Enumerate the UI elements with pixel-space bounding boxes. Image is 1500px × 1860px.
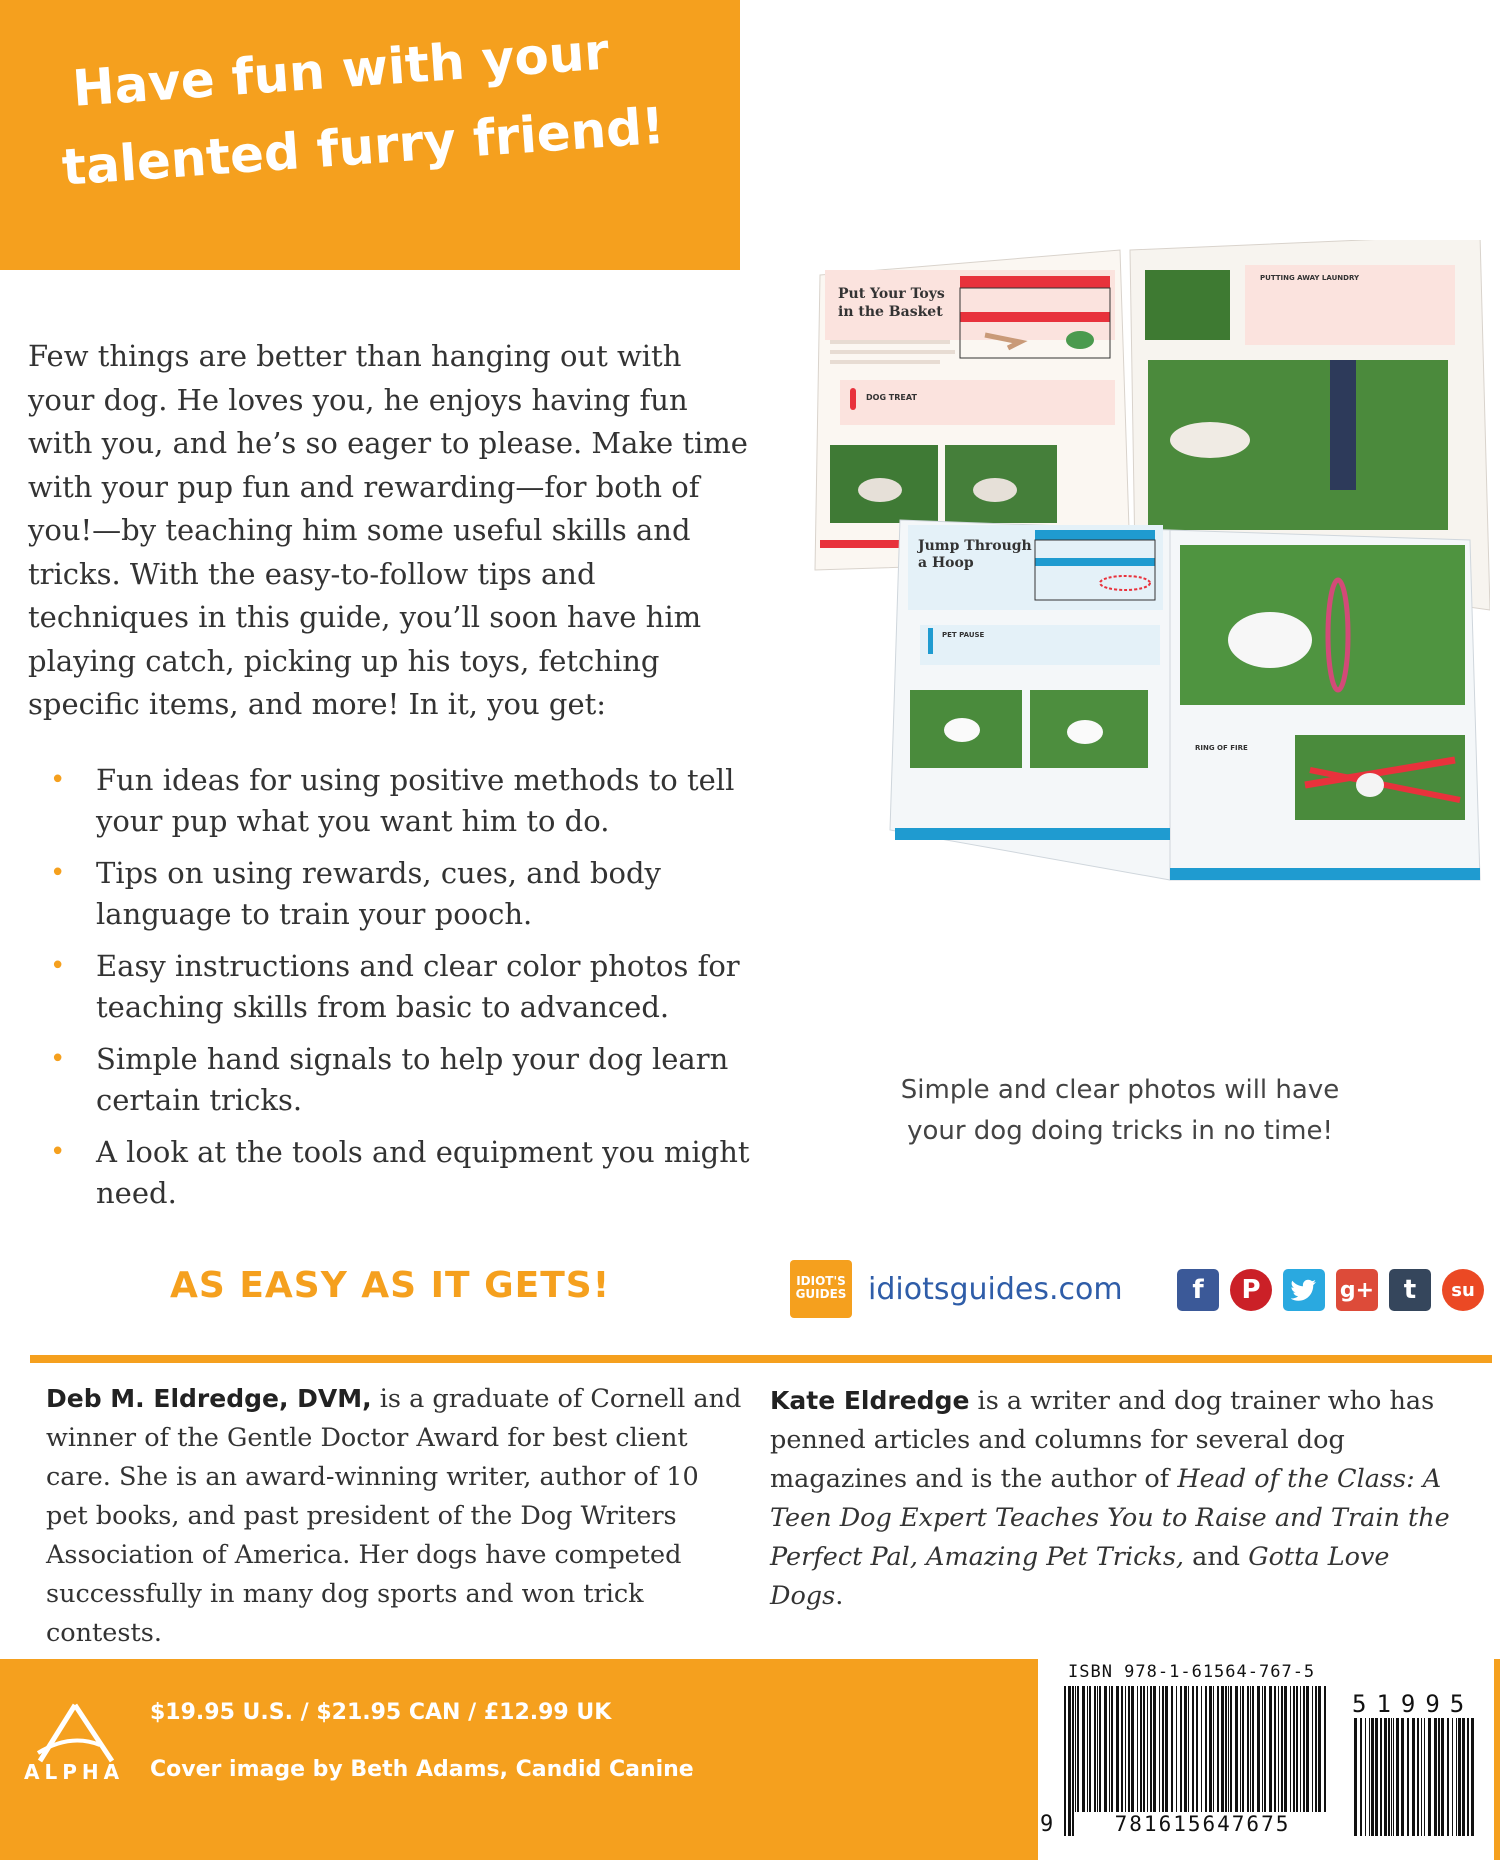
barcode-bar <box>1456 1718 1457 1836</box>
author-bio-kate-text: and <box>1184 1542 1249 1572</box>
barcode-bar <box>1447 1718 1449 1836</box>
bottom-spread <box>890 520 1480 880</box>
feature-list <box>50 760 750 1225</box>
price-line: $19.95 U.S. / $21.95 CAN / £12.99 UK <box>150 1700 612 1725</box>
barcode-bar <box>1375 1718 1378 1836</box>
headline-line-1: Have fun with your <box>70 22 611 118</box>
barcode-bar <box>1467 1718 1469 1836</box>
book-title: Amazing Pet Tricks, <box>926 1542 1185 1572</box>
barcode-bar <box>1064 1686 1066 1836</box>
top-right-tip-title: PUTTING AWAY LAUNDRY <box>1260 274 1360 282</box>
author-bio-deb-text: is a graduate of Cornell and winner of the Gentle Doctor Award for best client care. She is an award-winning writer, author of 10 pet books, and past president of the Dog Writers Association of America. Her dogs have competed successfully in many dog sports and won trick contests. <box>46 1384 742 1648</box>
barcode-bar <box>1458 1718 1461 1836</box>
top-left-tip-title: DOG TREAT <box>866 393 917 402</box>
author-bio-kate <box>770 1381 1470 1616</box>
photo-3 <box>1145 270 1230 340</box>
cue-table-header <box>960 276 1110 288</box>
barcode-bar <box>1388 1718 1390 1836</box>
bottom-left-title-2: a Hoop <box>918 555 974 571</box>
bullet-icon: • <box>50 765 66 795</box>
badge-line-1: IDIOT'S <box>796 1274 846 1288</box>
barcode-bar <box>1434 1718 1437 1836</box>
author-name-deb: Deb M. Eldredge, DVM, <box>46 1384 372 1413</box>
tumblr-icon[interactable]: t <box>1389 1269 1431 1311</box>
barcode-bar <box>1424 1718 1425 1836</box>
list-item-text: Fun ideas for using positive methods to tell your pup what you want him to do. <box>96 763 735 838</box>
barcode-bar <box>1407 1718 1409 1836</box>
barcode-bar <box>1438 1718 1440 1836</box>
list-item-text: Simple hand signals to help your dog learn certain tricks. <box>96 1042 729 1117</box>
top-left-title-2: in the Basket <box>838 304 943 320</box>
list-item-text: Easy instructions and clear color photos for teaching skills from basic to advanced. <box>96 949 740 1024</box>
isbn-label: ISBN 978-1-61564-767-5 <box>1068 1662 1316 1682</box>
section-divider <box>30 1355 1492 1363</box>
list-item-text: A look at the tools and equipment you might need. <box>96 1135 750 1210</box>
barcode-bar <box>1360 1718 1362 1836</box>
cue-table-header-2 <box>960 312 1110 322</box>
bullet-icon: • <box>50 1044 66 1074</box>
barcode-bar <box>1393 1718 1394 1836</box>
barcode-bar <box>1471 1718 1474 1836</box>
barcode-bar <box>1462 1718 1465 1836</box>
barcode-first-digit: 9 <box>1040 1812 1054 1837</box>
barcode-bar <box>1380 1718 1382 1836</box>
twitter-icon[interactable] <box>1283 1269 1325 1311</box>
stumbleupon-icon[interactable]: su <box>1442 1269 1484 1311</box>
barcode-bar <box>1421 1718 1422 1836</box>
illustration-caption <box>830 1070 1410 1152</box>
list-item <box>50 853 750 935</box>
series-tagline: AS EASY AS IT GETS! <box>170 1265 611 1306</box>
barcode-bar <box>1401 1718 1404 1836</box>
barcode-bar <box>1452 1718 1453 1836</box>
barcode-digits: 781615647675 <box>1075 1812 1330 1836</box>
barcode-bar <box>1072 1686 1074 1836</box>
bottom-left-tip-title: PET PAUSE <box>942 631 985 639</box>
cover-credit: Cover image by Beth Adams, Candid Canine <box>150 1757 694 1782</box>
bottom-right-tip-title: RING OF FIRE <box>1195 744 1248 752</box>
toy-illustration <box>1066 331 1094 349</box>
top-left-title-1: Put Your Toys <box>838 286 945 302</box>
facebook-icon[interactable]: f <box>1177 1269 1219 1311</box>
idiots-guides-logo <box>790 1260 852 1318</box>
publisher-name: ALPHA <box>24 1760 125 1784</box>
caption-line-1: Simple and clear photos will have <box>900 1075 1340 1105</box>
book-spread-illustration <box>790 240 1490 1040</box>
author-name-kate: Kate Eldredge <box>770 1386 970 1415</box>
barcode-bar <box>1441 1718 1444 1836</box>
caption-line-2: your dog doing tricks in no time! <box>907 1116 1333 1146</box>
barcode-bar <box>1384 1718 1387 1836</box>
pinterest-icon[interactable]: P <box>1230 1269 1272 1311</box>
list-item <box>50 760 750 842</box>
author-bio-deb <box>46 1379 746 1653</box>
google-plus-icon[interactable]: g+ <box>1336 1269 1378 1311</box>
badge-line-2: GUIDES <box>795 1287 847 1301</box>
book-title: Gotta Love Dogs <box>770 1542 1390 1611</box>
bullet-icon: • <box>50 1137 66 1167</box>
barcode-bar <box>1371 1718 1374 1836</box>
list-item <box>50 946 750 1028</box>
barcode-bar <box>1396 1718 1399 1836</box>
bottom-left-title-1: Jump Through <box>918 538 1032 554</box>
website-link[interactable]: idiotsguides.com <box>868 1272 1123 1307</box>
author-bio-kate-text <box>918 1542 926 1572</box>
barcode-bar <box>1428 1718 1431 1836</box>
author-bio-kate-text: . <box>835 1581 844 1611</box>
barcode-bar <box>1391 1718 1392 1836</box>
bullet-icon: • <box>50 858 66 888</box>
social-icons <box>1177 1269 1484 1311</box>
intro-paragraph: Few things are better than hanging out with your dog. He loves you, he enjoys having fun with you, and he’s so eager to please. Make time with your pup fun and rewarding—for both of you!—by teaching him some useful skills and tricks. With the easy-to-follow tips and techniques in this guide, you’ll soon have him playing catch, picking up his toys, fetching specific items, and more! In it, you get: <box>28 339 748 721</box>
list-item <box>50 1039 750 1121</box>
list-item-text: Tips on using rewards, cues, and body language to train your pooch. <box>96 856 661 931</box>
price-barcode-bars <box>1352 1718 1476 1836</box>
top-left-tip-box <box>840 380 1115 425</box>
headline-line-2: talented furry friend! <box>60 96 667 197</box>
bullet-icon: • <box>50 951 66 981</box>
book-title: Head of the Class: A Teen Dog Expert Teaches You to Raise and Train the Perfect Pal, <box>770 1464 1450 1572</box>
price-code: 51995 <box>1352 1690 1475 1718</box>
author-bio-kate-text: is a writer and dog trainer who has penned articles and columns for several dog magazines and is the author of <box>770 1386 1435 1494</box>
barcode-bar <box>1365 1718 1366 1836</box>
barcode-bar <box>1412 1718 1415 1836</box>
list-item <box>50 1132 750 1214</box>
barcode-bar <box>1417 1718 1419 1836</box>
barcode-bar <box>1354 1718 1357 1836</box>
barcode-bar <box>1369 1718 1370 1836</box>
photo-7 <box>1180 545 1465 705</box>
barcode-bar <box>1068 1686 1071 1836</box>
alpha-logo-icon <box>30 1703 120 1765</box>
